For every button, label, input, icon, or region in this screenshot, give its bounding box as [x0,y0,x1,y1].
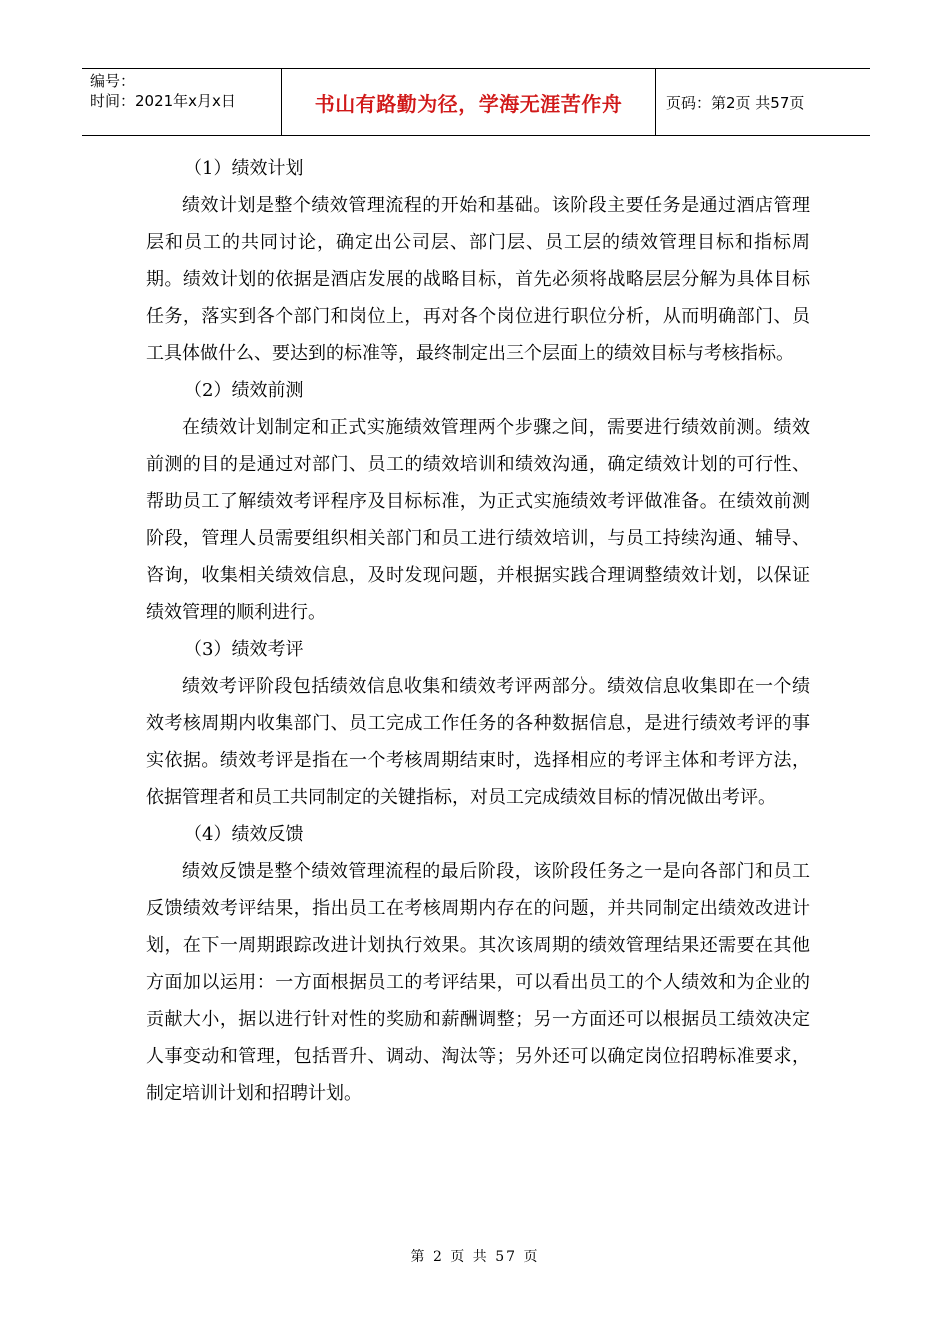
document-time-label: 时间：2021年x月x日 [90,92,236,110]
section-title-pretest: （2）绩效前测 [184,380,304,401]
header-page-info-cell [656,69,870,135]
section-body-feedback: 绩效反馈是整个绩效管理流程的最后阶段，该阶段任务之一是向各部门和员工反馈绩效考评结果，指出员工在考核周期内存在的问题，并共同制定出绩效改进计划，在下一周期跟踪改进计划执行效果。其次该周期的绩效管理结果还需要在其他方面加以运用：一方面根据员工的考评结果，可以看出员工的个人绩效和为企业的贡献大小，据以进行针对性的奖励和薪酬调整；另一方面还可以根据员工绩效决定人事变动和管理，包括晋升、调动、淘汰等；另外还可以确定岗位招聘标准要求，制定培训计划和招聘计划。 [146,861,810,1104]
document-number-label: 编号： [90,72,136,90]
section-body-pretest: 在绩效计划制定和正式实施绩效管理两个步骤之间，需要进行绩效前测。绩效前测的目的是通过对部门、员工的绩效培训和绩效沟通，确定绩效计划的可行性、帮助员工了解绩效考评程序及目标标准，为正式实施绩效考评做准备。在绩效前测阶段，管理人员需要组织相关部门和员工进行绩效培训，与员工持续沟通、辅导、咨询，收集相关绩效信息，及时发现问题，并根据实践合理调整绩效计划，以保证绩效管理的顺利进行。 [146,417,810,623]
section-title-feedback: （4）绩效反馈 [184,824,304,845]
page-header [82,68,870,136]
section-body-plan: 绩效计划是整个绩效管理流程的开始和基础。该阶段主要任务是通过酒店管理层和员工的共同讨论，确定出公司层、部门层、员工层的绩效管理目标和指标周期。绩效计划的依据是酒店发展的战略目标，首先必须将战略层层分解为具体目标任务，落实到各个部门和岗位上，再对各个岗位进行职位分析，从而明确部门、员工具体做什么、要达到的标准等，最终制定出三个层面上的绩效目标与考核指标。 [146,195,810,364]
header-motto: 书山有路勤为径，学海无涯苦作舟 [314,91,623,116]
header-page-info: 页码：第2页 共57页 [666,93,805,112]
document-body [146,150,810,1112]
section-title-plan: （1）绩效计划 [184,158,304,179]
section-body-evaluation: 绩效考评阶段包括绩效信息收集和绩效考评两部分。绩效信息收集即在一个绩效考核周期内收集部门、员工完成工作任务的各种数据信息，是进行绩效考评的事实依据。绩效考评是指在一个考核周期结束时，选择相应的考评主体和考评方法，依据管理者和员工共同制定的关键指标，对员工完成绩效目标的情况做出考评。 [146,676,810,808]
header-motto-cell [282,69,656,135]
page-footer: 第 2 页 共 57 页 [410,1249,540,1265]
header-meta [82,69,282,135]
section-title-evaluation: （3）绩效考评 [184,639,304,660]
